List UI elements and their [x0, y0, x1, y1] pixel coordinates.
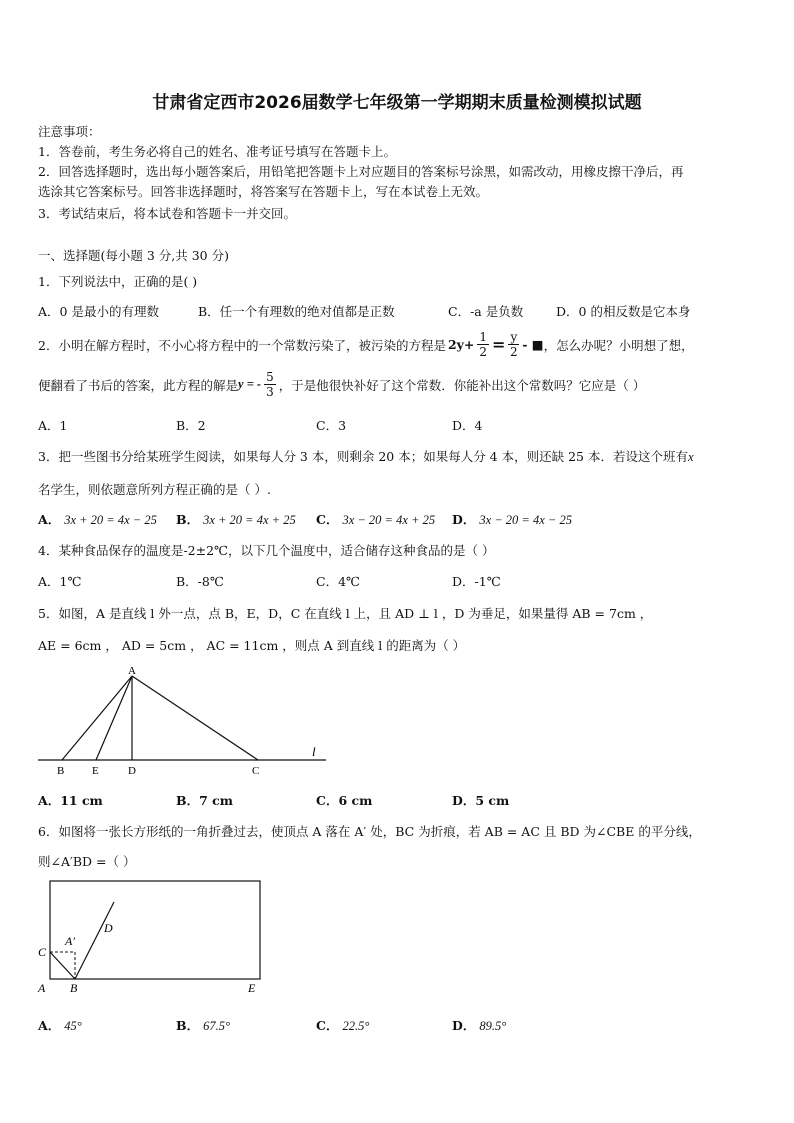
label-e: E — [92, 765, 99, 777]
label-d: D — [128, 765, 136, 777]
question-3-line1: 3．把一些图书分给某班学生阅读，如果每人分 3 本，则剩余 20 本；如果每人分 4 本，则还缺 25 本．若设这个班有x — [38, 449, 694, 464]
label-e: E — [248, 981, 256, 995]
q6-option-d: D． 89.5° — [452, 1018, 507, 1033]
q4-option-b: B．-8℃ — [176, 574, 224, 589]
q2-option-d: D．4 — [452, 418, 483, 433]
question-4-stem: 4．某种食品保存的温度是-2±2℃，以下几个温度中，适合储存这种食品的是（ ） — [38, 543, 495, 558]
segment-bd — [75, 902, 114, 979]
q2-fraction-1: $\frac{1}{2}$ — [479, 330, 488, 359]
notice-item: 1．答卷前，考生务必将自己的姓名、准考证号填写在答题卡上。 — [38, 144, 396, 159]
q6-option-a: A． 45° — [38, 1018, 82, 1033]
q4-option-c: C．4℃ — [316, 574, 361, 589]
notice-item: 2．回答选择题时，选出每小题答案后，用铅笔把答题卡上对应题目的答案标号涂黑，如需改动，用橡皮擦干净后，再 — [38, 164, 684, 179]
label-c: C — [38, 945, 47, 959]
q1-option-c: C．-a 是负数 — [448, 304, 524, 319]
question-6-line2: 则∠A′BD =（ ） — [38, 854, 136, 869]
page-title: 甘肃省定西市2026届数学七年级第一学期期末质量检测模拟试题 — [152, 93, 642, 113]
question-2-line2 — [38, 370, 645, 399]
q4-option-a: A．1℃ — [38, 574, 82, 589]
q2-fraction-3: $\frac{5}{3}$ — [266, 370, 274, 399]
notice-item: 选涂其它答案标号。回答非选择题时，将答案写在答题卡上，写在本试卷上无效。 — [38, 184, 489, 199]
q1-option-d: D．0 的相反数是它本身 — [556, 304, 691, 319]
question-5-line2: AE = 6cm ， AD = 5cm ， AC = 11cm ，则点 A 到直线 l 的距离为（ ） — [38, 638, 466, 653]
label-a: A — [38, 981, 46, 995]
question-2-line1 — [38, 330, 694, 359]
q1-option-b: B．任一个有理数的绝对值都是正数 — [198, 304, 395, 319]
rectangle — [50, 881, 260, 979]
q4-option-d: D．-1℃ — [452, 574, 501, 589]
q2-option-b: B．2 — [176, 418, 206, 433]
q5-option-a: A．11 cm — [38, 793, 103, 808]
label-b: B — [57, 765, 65, 777]
q2-text: 便翻看了书后的答案，此方程的解是 — [38, 377, 239, 393]
q5-option-d: D．5 cm — [452, 793, 510, 808]
question-3-line2: 名学生，则依题意所列方程正确的是（ ）. — [38, 482, 271, 497]
question-6-line1: 6．如图将一张长方形纸的一角折叠过去，使顶点 A 落在 A′ 处，BC 为折痕，若 AB = AC 且 BD 为∠CBE 的平分线， — [38, 824, 701, 839]
segment-ae — [96, 676, 132, 760]
q2-text: ，怎么办呢？小明想了想， — [543, 337, 694, 353]
q2-text: 2．小明在解方程时，不小心将方程中的一个常数污染了，被污染的方程是 — [38, 337, 446, 353]
q3-option-a: A． 3x + 20 = 4x − 25 — [38, 512, 157, 527]
q2-blot: - ■ — [522, 337, 544, 352]
q3-option-d: D． 3x − 20 = 4x − 25 — [452, 512, 572, 527]
q3-option-b: B． 3x + 20 = 4x + 25 — [176, 512, 296, 527]
segment-ac — [132, 676, 258, 760]
q5-option-c: C．6 cm — [316, 793, 373, 808]
q3-option-c: C． 3x − 20 = 4x + 25 — [316, 512, 436, 527]
q2-option-a: A．1 — [38, 418, 68, 433]
q1-option-a: A．0 是最小的有理数 — [38, 304, 159, 319]
label-a-prime: A′ — [65, 934, 75, 948]
q5-figure — [36, 662, 336, 782]
label-c: C — [252, 765, 260, 777]
q5-option-b: B．7 cm — [176, 793, 233, 808]
q2-fraction-2: $\frac{y}{2}$ — [510, 330, 518, 359]
label-l: l — [312, 744, 316, 759]
q2-option-c: C．3 — [316, 418, 347, 433]
notice-heading: 注意事项： — [38, 124, 101, 139]
label-b: B — [70, 981, 78, 995]
q6-option-b: B． 67.5° — [176, 1018, 230, 1033]
q6-option-c: C． 22.5° — [316, 1018, 370, 1033]
question-5-line1: 5．如图，A 是直线 l 外一点，点 B，E，D，C 在直线 l 上，且 AD ⊥ l ，D 为垂足，如果量得 AB = 7cm ， — [38, 606, 653, 621]
q2-text: ，于是他很快补好了这个常数．你能补出这个常数吗？它应是（ ） — [278, 377, 646, 393]
label-d: D — [104, 921, 113, 935]
label-a: A — [128, 665, 136, 677]
q2-equals: = — [492, 335, 506, 354]
question-1-stem: 1．下列说法中，正确的是( ) — [38, 274, 198, 289]
section-heading: 一、选择题(每小题 3 分,共 30 分) — [38, 248, 229, 263]
segment-ab — [62, 676, 132, 760]
notice-item: 3．考试结束后，将本试卷和答题卡一并交回。 — [38, 206, 296, 221]
q2-solution-var: y = - — [238, 377, 262, 391]
q2-equation-lhs: 2y+ — [447, 337, 475, 352]
crease-bc — [50, 952, 75, 979]
q6-figure — [34, 876, 274, 1000]
